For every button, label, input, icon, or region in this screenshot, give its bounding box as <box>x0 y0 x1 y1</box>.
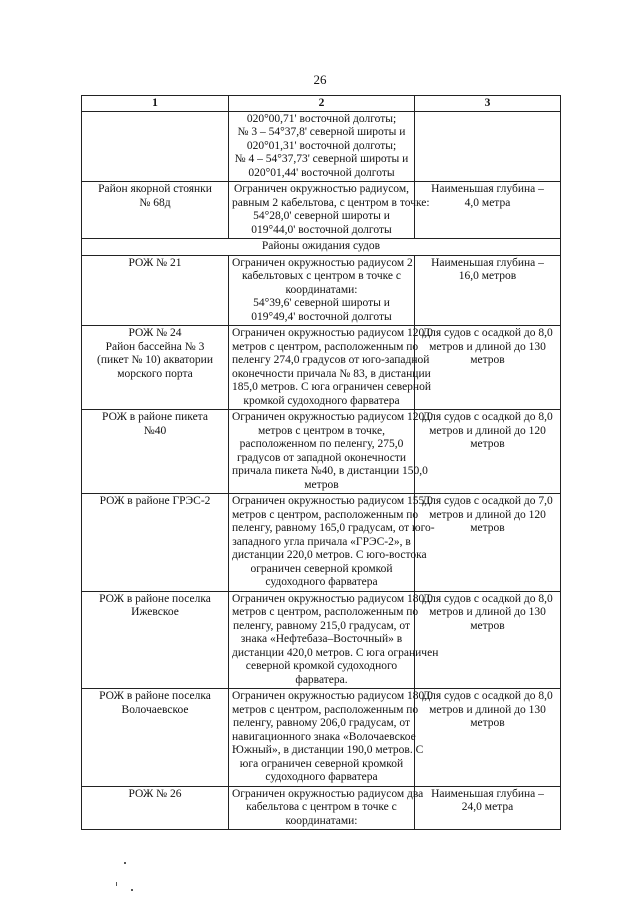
column-header-2: 2 <box>229 96 415 112</box>
cell-text-line: пеленгу 274,0 градусов от юго-западной <box>232 354 430 366</box>
cell-text-line: градусов от западной оконечности <box>236 451 407 464</box>
table-cell-col2 <box>229 255 415 326</box>
cell-text-line: 185,0 метров. С юга ограничен северной <box>232 381 431 393</box>
cell-text-line: Ограничен окружностью радиусом, <box>233 183 409 195</box>
cell-text-line: Южный», в дистанции 190,0 метров. С <box>232 744 424 756</box>
cell-text-line: судоходного фарватера <box>265 576 378 588</box>
cell-text-line: 019°44,0' восточной долготы <box>251 223 392 236</box>
page-number: 26 <box>313 72 327 87</box>
scan-speck <box>131 889 133 891</box>
table-cell-col3 <box>415 111 561 182</box>
cell-text-line: фарватера. <box>295 673 348 686</box>
cell-text-line: 54°28,0' северной широты и <box>253 210 390 222</box>
table-cell-col1 <box>82 786 229 830</box>
cell-text-line: РОЖ № 26 <box>128 787 182 800</box>
cell-text-line: метров с центром, расположенным по <box>232 703 419 716</box>
cell-text-line: Наименьшая глубина – <box>431 183 544 195</box>
table-row <box>82 591 561 689</box>
cell-text-line: Волочаевское <box>121 703 189 716</box>
cell-text-line: (пикет № 10) акватории <box>97 354 213 366</box>
cell-text-line: 019°49,4' восточной долготы <box>251 310 392 323</box>
cell-text-line: РОЖ в районе ГРЭС-2 <box>99 495 211 507</box>
cell-text-line: равным 2 кабельтова, с центром в точке: <box>232 196 430 209</box>
cell-text-line: Район бассейна № 3 <box>105 340 205 353</box>
cell-text-line: метров и длиной до 120 <box>429 424 546 437</box>
table-cell-col2 <box>229 689 433 787</box>
table-cell-col2 <box>229 591 439 689</box>
cell-text-line: Ижевское <box>131 606 179 618</box>
cell-text-line: 020°01,31' восточной долготы; <box>246 139 397 152</box>
cell-text-line: пеленгу, равному 215,0 градусам, от <box>232 619 411 632</box>
cell-text-line: северной кромкой судоходного <box>245 660 398 672</box>
cell-text-line: Для судов с осадкой до 8,0 <box>422 690 553 702</box>
cell-text-line: навигационного знака «Волочаевское <box>232 730 416 743</box>
cell-text-line: № 3 – 54°37,8' северной широты и <box>237 126 406 138</box>
table-cell-col2 <box>229 326 433 410</box>
cell-text-line: 020°00,71' восточной долготы; <box>246 112 397 125</box>
cell-text-line: метров <box>470 619 505 632</box>
cell-text-line: кромкой судоходного фарватера <box>243 394 400 407</box>
cell-text-line: Ограничен окружностью радиусом 155,0 <box>232 495 433 507</box>
cell-text-line: метров <box>470 522 505 534</box>
table-cell-col3 <box>415 326 561 410</box>
cell-text-line: знака «Нефтебаза–Восточный» в <box>240 633 403 645</box>
table-cell-col3 <box>415 786 561 830</box>
cell-text-line: Для судов с осадкой до 8,0 <box>422 411 553 423</box>
cell-text-line: метров с центром, расположенным по <box>232 340 419 353</box>
cell-text-line: Для судов с осадкой до 8,0 <box>422 327 553 339</box>
cell-text-line: РОЖ в районе пикета <box>102 411 208 423</box>
cell-text-line: координатами: <box>285 283 358 296</box>
table-cell-col1 <box>82 326 229 410</box>
cell-text-line: кабельтовых с центром в точке с <box>241 270 402 282</box>
cell-text-line: Наименьшая глубина – <box>431 787 544 800</box>
table-row <box>82 494 561 592</box>
cell-text-line: метров <box>470 438 505 450</box>
table-row <box>82 786 561 830</box>
table-row <box>82 255 561 326</box>
cell-text-line: причала пикета №40, в дистанции 150,0 <box>232 465 428 477</box>
table-cell-col2 <box>229 182 430 239</box>
cell-text-line: метров и длиной до 130 <box>429 606 546 618</box>
cell-text-line: метров <box>470 354 505 366</box>
table-cell-col2 <box>229 494 435 592</box>
section-heading: Районы ожидания судов <box>82 239 561 256</box>
cell-text-line: Наименьшая глубина – <box>431 256 544 269</box>
table-cell-col1 <box>82 111 229 182</box>
table-cell-col2 <box>229 786 424 830</box>
cell-text-line: морского порта <box>117 367 193 380</box>
cell-text-line: Для судов с осадкой до 7,0 <box>422 495 553 507</box>
cell-text-line: метров и длиной до 130 <box>429 703 546 716</box>
cell-text-line: судоходного фарватера <box>265 771 378 783</box>
cell-text-line: пеленгу, равному 165,0 градусам, от юго- <box>232 522 435 534</box>
table-cell-col3 <box>415 689 561 787</box>
table-cell-col3 <box>415 255 561 326</box>
table-cell-col1 <box>82 410 229 494</box>
cell-text-line: ограничен северной кромкой <box>250 562 393 575</box>
table-row <box>82 182 561 239</box>
cell-text-line: Ограничен окружностью радиусом два <box>232 787 424 800</box>
column-header-3: 3 <box>415 96 561 112</box>
cell-text-line: метров и длиной до 130 <box>429 340 546 353</box>
cell-text-line: метров с центром в точке, <box>257 424 386 437</box>
cell-text-line: метров с центром, расположенным по <box>232 508 419 521</box>
cell-text-line: Ограничен окружностью радиусом 180,0 <box>232 690 433 702</box>
cell-text-line: западного угла причала «ГРЭС-2», в <box>232 535 411 548</box>
section-heading-row <box>82 239 561 256</box>
cell-text-line: дистанции 420,0 метров. С юга ограничен <box>232 646 439 659</box>
cell-text-line: 24,0 метра <box>461 801 514 813</box>
table-cell-col1 <box>82 494 229 592</box>
table-cell-col3 <box>415 182 561 239</box>
table-row <box>82 689 561 787</box>
cell-text-line: РОЖ № 24 <box>128 327 182 339</box>
cell-text-line: №40 <box>143 424 167 437</box>
cell-text-line: Для судов с осадкой до 8,0 <box>422 592 553 605</box>
cell-text-line: 4,0 метра <box>464 196 511 209</box>
table-cell-col1 <box>82 591 229 689</box>
cell-text-line: Ограничен окружностью радиусом 2 <box>232 256 413 269</box>
cell-text-line: метров <box>304 478 339 491</box>
column-header-1: 1 <box>82 96 229 112</box>
cell-text-line: 16,0 метров <box>458 270 517 282</box>
table-cell-col1 <box>82 689 229 787</box>
table-cell-col3 <box>415 494 561 592</box>
cell-text-line: РОЖ № 21 <box>128 256 182 269</box>
table-cell-col3 <box>415 591 561 689</box>
cell-text-line: 020°01,44' восточной долготы <box>248 166 395 179</box>
cell-text-line: дистанции 220,0 метров. С юго-востока <box>232 549 427 561</box>
cell-text-line: координатами: <box>285 814 358 827</box>
table-cell-col1 <box>82 255 229 326</box>
table-row <box>82 111 561 182</box>
scan-speck <box>124 862 126 864</box>
cell-text-line: № 4 – 54°37,73' северной широты и <box>234 153 409 165</box>
cell-text-line: Район якорной стоянки <box>98 183 212 195</box>
cell-text-line: пеленгу, равному 206,0 градусам, от <box>232 717 411 729</box>
table-cell-col3 <box>415 410 561 494</box>
cell-text-line: метров <box>470 717 505 729</box>
cell-text-line: 54°39,6' северной широты и <box>253 297 390 309</box>
cell-text-line: юга ограничен северной кромкой <box>239 757 404 770</box>
cell-text-line: Ограничен окружностью радиусом 120,0 <box>232 327 433 339</box>
cell-text-line: метров и длиной до 120 <box>429 508 546 521</box>
table-cell-col2 <box>229 111 415 182</box>
scan-speck <box>116 882 117 886</box>
table-header-row <box>82 96 561 112</box>
cell-text-line: метров с центром, расположенным по <box>232 606 419 618</box>
cell-text-line: Ограничен окружностью радиусом 180,0 <box>232 592 433 605</box>
cell-text-line: оконечности причала № 83, в дистанции <box>232 367 431 380</box>
table-row <box>82 326 561 410</box>
cell-text-line: кабельтова с центром в точке с <box>246 801 397 813</box>
cell-text-line: РОЖ в районе поселка <box>99 690 211 702</box>
cell-text-line: № 68д <box>139 196 171 209</box>
cell-text-line: РОЖ в районе поселка <box>99 592 211 605</box>
table-cell-col1 <box>82 182 229 239</box>
table-cell-col2 <box>229 410 433 494</box>
cell-text-line: Ограничен окружностью радиусом 120,0 <box>232 411 433 423</box>
cell-text-line: расположенном по пеленгу, 275,0 <box>239 438 404 450</box>
table-row <box>82 410 561 494</box>
regulation-table <box>81 95 561 830</box>
